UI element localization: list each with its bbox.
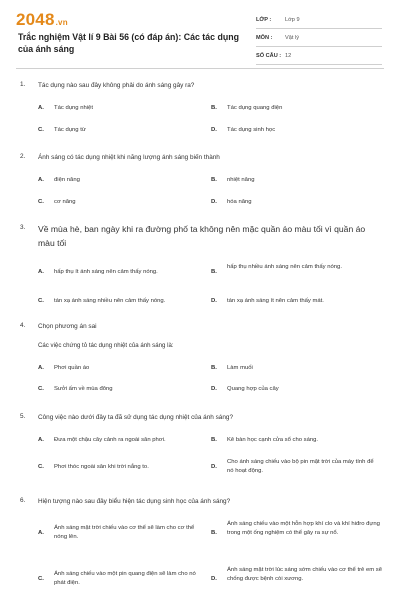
option-letter: A. bbox=[38, 530, 44, 536]
question-text: Ánh sáng có tác dụng nhiệt khi năng lượng ánh sáng biến thành bbox=[38, 154, 220, 161]
question-5 bbox=[20, 413, 382, 485]
logo-main: 2048 bbox=[16, 10, 55, 29]
question-subtext: Các việc chứng tỏ tác dụng nhiệt của ánh sáng là: bbox=[38, 342, 174, 349]
question-2 bbox=[20, 153, 382, 215]
question-number: 2. bbox=[20, 153, 26, 160]
page-title: Trắc nghiệm Vật lí 9 Bài 56 (có đáp án): Các tác dụng của ánh sáng bbox=[18, 32, 239, 54]
option-letter: A. bbox=[38, 177, 44, 183]
question-text: Tác dụng nào sau đây không phải do ánh sáng gây ra? bbox=[38, 82, 195, 89]
option-letter: D. bbox=[211, 199, 217, 205]
option-text: Ánh sáng chiếu vào một hỗn hợp khí clo và khí hiđro đựng trong một ống nghiệm có thể gây ra sự nổ. bbox=[227, 521, 380, 536]
option-text: Quang hợp của cây bbox=[227, 386, 279, 392]
option-letter: A. bbox=[38, 269, 44, 275]
option-text: Kê bàn học cạnh cửa sổ cho sáng. bbox=[227, 437, 319, 443]
page-header bbox=[0, 0, 400, 62]
option-letter: D. bbox=[211, 127, 217, 133]
option-text: cơ năng bbox=[54, 199, 76, 205]
option-text: hấp thụ ít ánh sáng nên cảm thấy nóng. bbox=[54, 269, 158, 275]
option-letter: B. bbox=[211, 269, 217, 275]
option-text: tán xạ ánh sáng ít nên cảm thấy mát. bbox=[227, 298, 324, 304]
meta-subject-key: MÔN : bbox=[256, 35, 273, 41]
option-text: tán xạ ánh sáng nhiều nên cảm thấy nóng. bbox=[54, 298, 166, 304]
question-text: Chọn phương án sai bbox=[38, 323, 97, 330]
option-letter: D. bbox=[211, 576, 217, 582]
meta-class-value: Lớp 9 bbox=[285, 17, 300, 23]
option-text: hóa năng bbox=[227, 199, 252, 205]
meta-box bbox=[256, 14, 382, 68]
option-letter: D. bbox=[211, 464, 217, 470]
meta-class bbox=[256, 14, 382, 29]
question-text: Về mùa hè, ban ngày khi ra đường phố ta không nên mặc quần áo màu tối vì quần áo màu tối bbox=[38, 224, 366, 248]
meta-class-key: LỚP : bbox=[256, 17, 272, 23]
option-text: Ánh sáng mặt trời chiếu vào cơ thể sẽ làm cho cơ thể nóng lên. bbox=[54, 525, 195, 540]
option-letter: B. bbox=[211, 365, 217, 371]
option-letter: A. bbox=[38, 105, 44, 111]
option-text: hấp thụ nhiều ánh sáng nên cảm thấy nóng. bbox=[227, 264, 342, 270]
meta-count-key: SỐ CÂU : bbox=[256, 53, 282, 59]
question-number: 1. bbox=[20, 81, 26, 88]
question-3 bbox=[20, 224, 382, 316]
site-logo[interactable] bbox=[16, 10, 68, 30]
question-number: 5. bbox=[20, 413, 26, 420]
header-divider bbox=[16, 68, 384, 69]
option-letter: C. bbox=[38, 464, 44, 470]
option-text: Tác dụng nhiệt bbox=[54, 105, 93, 111]
question-number: 3. bbox=[20, 224, 26, 231]
question-4 bbox=[20, 322, 382, 400]
option-text: Cho ánh sáng chiếu vào bộ pin mặt trời của máy tính để nó hoạt động. bbox=[227, 459, 374, 474]
option-text: nhiệt năng bbox=[227, 177, 255, 183]
logo-tld: .vn bbox=[55, 18, 68, 27]
option-letter: C. bbox=[38, 386, 44, 392]
option-letter: A. bbox=[38, 365, 44, 371]
option-letter: B. bbox=[211, 437, 217, 443]
option-letter: D. bbox=[211, 386, 217, 392]
meta-subject-value: Vật lý bbox=[285, 35, 299, 41]
option-text: điện năng bbox=[54, 177, 80, 183]
option-text: Tác dụng quang điện bbox=[227, 105, 283, 111]
question-text: Công việc nào dưới đây ta đã sử dụng tác dụng nhiệt của ánh sáng? bbox=[38, 414, 234, 421]
option-text: Ánh sáng chiếu vào một pin quang điện sẽ làm cho nó phát điện. bbox=[54, 571, 196, 586]
option-letter: B. bbox=[211, 105, 217, 111]
option-letter: C. bbox=[38, 576, 44, 582]
question-text: Hiện tượng nào sau đây biểu hiện tác dụng sinh học của ánh sáng? bbox=[38, 498, 231, 505]
option-letter: A. bbox=[38, 437, 44, 443]
option-text: Đưa một chậu cây cảnh ra ngoài sân phơi. bbox=[54, 437, 166, 443]
option-letter: B. bbox=[211, 530, 217, 536]
meta-subject bbox=[256, 32, 382, 47]
question-1 bbox=[20, 81, 382, 143]
option-text: Tác dụng từ bbox=[54, 127, 86, 133]
option-text: Ánh sáng mặt trời lúc sáng sớm chiếu vào cơ thể trẻ em sẽ chống được bệnh còi xương. bbox=[227, 567, 382, 582]
option-letter: C. bbox=[38, 298, 44, 304]
option-letter: B. bbox=[211, 177, 217, 183]
option-letter: D. bbox=[211, 298, 217, 304]
option-letter: C. bbox=[38, 127, 44, 133]
option-text: Phơi quần áo bbox=[54, 365, 90, 371]
question-number: 6. bbox=[20, 497, 26, 504]
option-text: Phơi thóc ngoài sân khi trời nắng to. bbox=[54, 464, 149, 470]
meta-count-value: 12 bbox=[285, 53, 292, 59]
option-text: Làm muối bbox=[227, 365, 253, 371]
option-text: Sưởi ấm về mùa đông bbox=[54, 386, 113, 392]
question-number: 4. bbox=[20, 322, 26, 329]
question-6 bbox=[20, 497, 382, 599]
meta-count bbox=[256, 50, 382, 65]
option-text: Tác dụng sinh học bbox=[227, 127, 276, 133]
option-letter: C. bbox=[38, 199, 44, 205]
